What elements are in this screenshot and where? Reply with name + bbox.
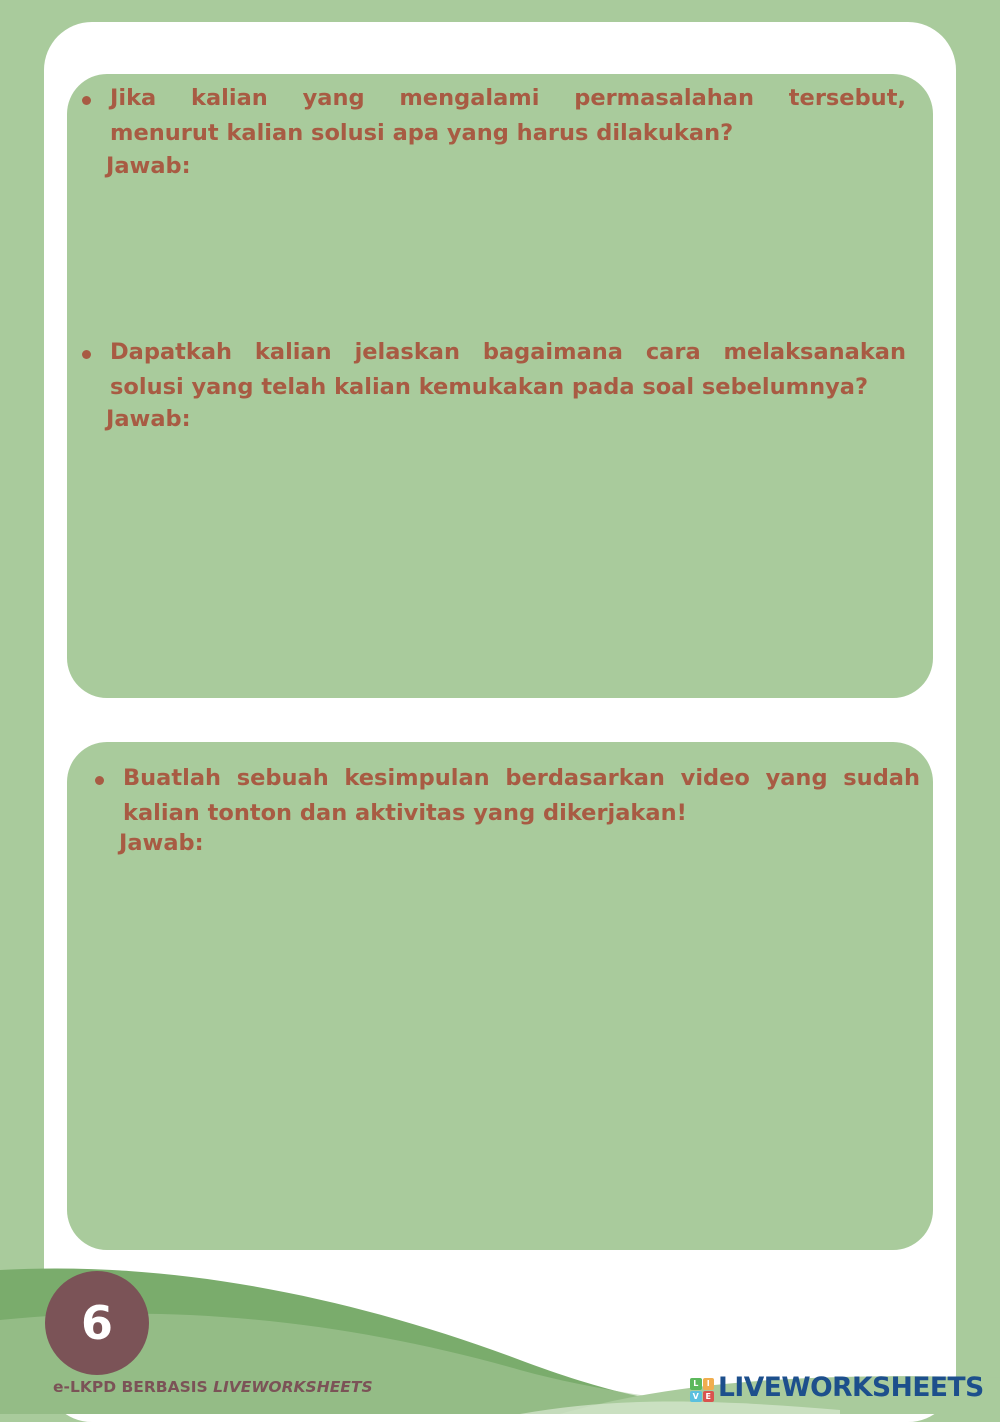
footer-caption [53,1378,373,1396]
logo-letter-i: I [703,1378,715,1390]
question-2-line-2: solusi yang telah kalian kemukakan pada soal sebelumnya? [110,374,869,400]
liveworksheets-logo-icon [690,1378,714,1402]
answer-label-3: Jawab: [119,830,204,856]
page-number-badge: 6 [45,1271,149,1375]
answer-label-2: Jawab: [106,406,191,432]
question-3 [123,761,920,831]
question-1-line-2: menurut kalian solusi apa yang harus dilakukan? [110,120,734,146]
logo-letter-e: E [703,1391,715,1403]
question-3-line-1: Buatlah sebuah kesimpulan berdasarkan video yang sudah [123,765,920,791]
answer-label-1: Jawab: [106,153,191,179]
bullet-icon [82,350,91,359]
question-2 [110,335,906,405]
question-1-line-1: Jika kalian yang mengalami permasalahan tersebut, [110,85,906,111]
bullet-icon [95,776,104,785]
question-2-line-1: Dapatkah kalian jelaskan bagaimana cara melaksanakan [110,339,906,365]
logo-letter-v: V [690,1391,702,1403]
footer-caption-prefix: e-LKPD BERBASIS [53,1378,208,1396]
bullet-icon [82,96,91,105]
logo-letter-l: L [690,1378,702,1390]
liveworksheets-logo-text: LIVEWORKSHEETS [718,1372,984,1403]
footer-caption-emphasis: LIVEWORKSHEETS [213,1378,373,1396]
question-1 [110,81,906,151]
question-3-line-2: kalian tonton dan aktivitas yang dikerjakan! [123,800,687,826]
